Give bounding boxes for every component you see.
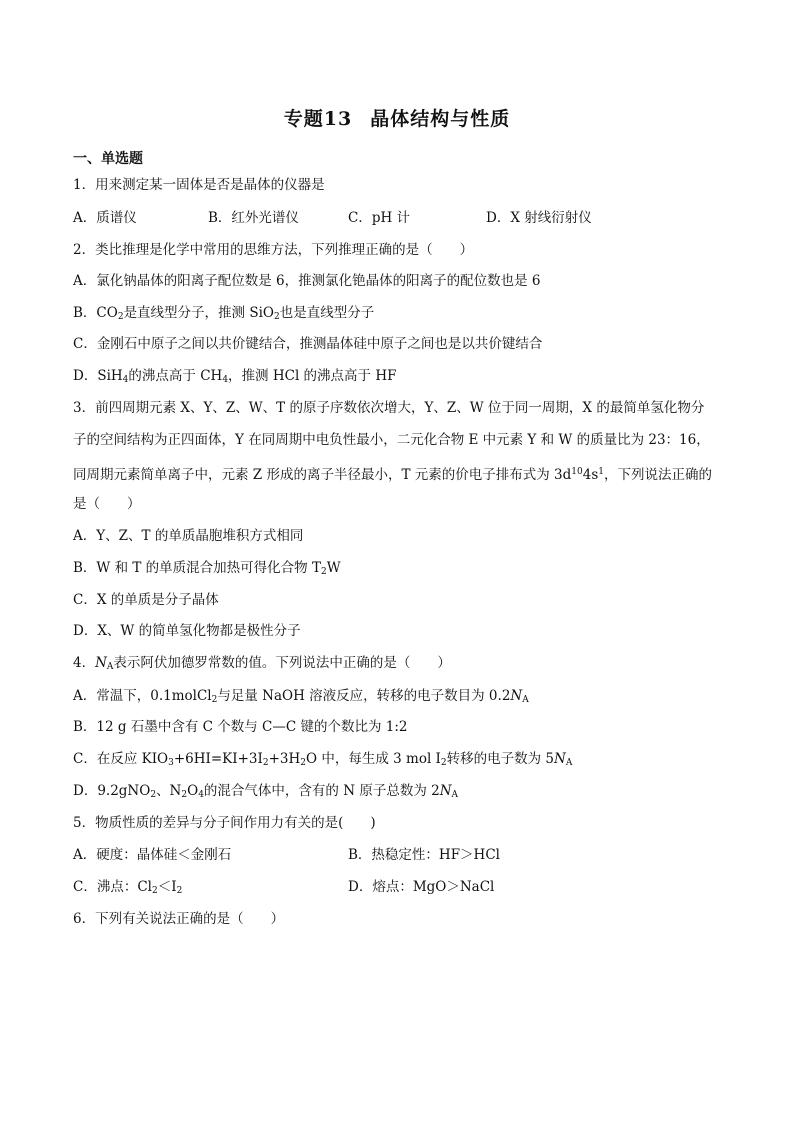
q1-stem: 1．用来测定某一固体是否是晶体的仪器是 xyxy=(73,177,325,193)
q4-option-b: B．12 g 石墨中含有 C 个数与 C—C 键的个数比为 1:2 xyxy=(73,719,408,735)
q3-stem-line-4: 是（ ） xyxy=(73,496,141,512)
q2-option-a: A．氯化钠晶体的阳离子配位数是 6，推测氯化铯晶体的阳离子的配位数也是 6 xyxy=(73,273,541,289)
q1-option-d: D．X 射线衍射仪 xyxy=(486,210,592,226)
q1-option-b: B．红外光谱仪 xyxy=(208,210,299,226)
q2-option-b: B．$CO_2$是直线型分子，推测 SiO$_2$也是直线型分子 xyxy=(73,305,375,322)
q1-option-c: C．pH 计 xyxy=(348,210,411,226)
q5-option-b: B．热稳定性：HF＞HCl xyxy=(348,847,500,863)
q2-option-c: C．金刚石中原子之间以共价键结合，推测晶体硅中原子之间也是以共价键结合 xyxy=(73,336,543,352)
q3-option-d: D．X、W 的简单氢化物都是极性分子 xyxy=(73,623,301,639)
q3-option-c: C．X 的单质是分子晶体 xyxy=(73,592,219,608)
q4-option-a: A．常温下，0.1molCl$_2$与足量 NaOH 溶液反应，转移的电子数目为 $0.2N_A$ xyxy=(73,688,529,705)
q2-stem: 2．类比推理是化学中常用的思维方法，下列推理正确的是（ ） xyxy=(73,242,474,258)
section-heading: 一、单选题 xyxy=(73,151,143,167)
q3-option-a: A．Y、Z、T 的单质晶胞堆积方式相同 xyxy=(73,528,304,544)
q1-option-a: A．质谱仪 xyxy=(73,210,137,226)
q3-stem-line-3: 同周期元素简单离子中，元素 Z 形成的离子半径最小，T 元素的价电子排布式为 $3d^{10}4s^1$，下列说法正确的 xyxy=(73,467,712,483)
q2-option-d: D．SiH$_4$的沸点高于 $CH_4$，推测 HCl 的沸点高于 HF xyxy=(73,368,397,385)
title-topic-number: 专题13 xyxy=(283,108,353,130)
q4-stem: 4．$N_A$表示阿伏加德罗常数的值。下列说法中正确的是（ ） xyxy=(73,655,451,672)
q5-option-c: C．沸点：$Cl_2<I_2$ xyxy=(73,879,183,896)
q3-stem-line-2: 子的空间结构为正四面体，Y 在同周期中电负性最小，二元化合物 E 中元素 Y 和 W 的质量比为 23：16， xyxy=(73,432,710,448)
q5-option-a: A．硬度：晶体硅＜金刚石 xyxy=(73,847,232,863)
q3-option-b: B．W 和 T 的单质混合加热可得化合物 $T_2W$ xyxy=(73,560,341,577)
q4-option-d: D．9.2gNO$_2$、$N_2O_4$的混合气体中，含有的 N 原子总数为 $2N_A$ xyxy=(73,783,459,800)
page-title xyxy=(0,104,794,131)
q3-stem-line-1: 3．前四周期元素 X、Y、Z、W、T 的原子序数依次增大，Y、Z、W 位于同一周期，X 的最简单氢化物分 xyxy=(73,400,705,416)
q4-option-c: C．在反应 $KIO_3+6HI=KI+3I_2+3H_2O$ 中，每生成 3 mol $I_2$转移的电子数为 $5N_A$ xyxy=(73,751,573,768)
title-topic-name: 晶体结构与性质 xyxy=(370,108,511,130)
q6-stem: 6．下列有关说法正确的是（ ） xyxy=(73,911,285,927)
q5-stem: 5．物质性质的差异与分子间作用力有关的是( ) xyxy=(73,815,376,831)
q5-option-d: D．熔点：MgO＞NaCl xyxy=(348,879,495,895)
